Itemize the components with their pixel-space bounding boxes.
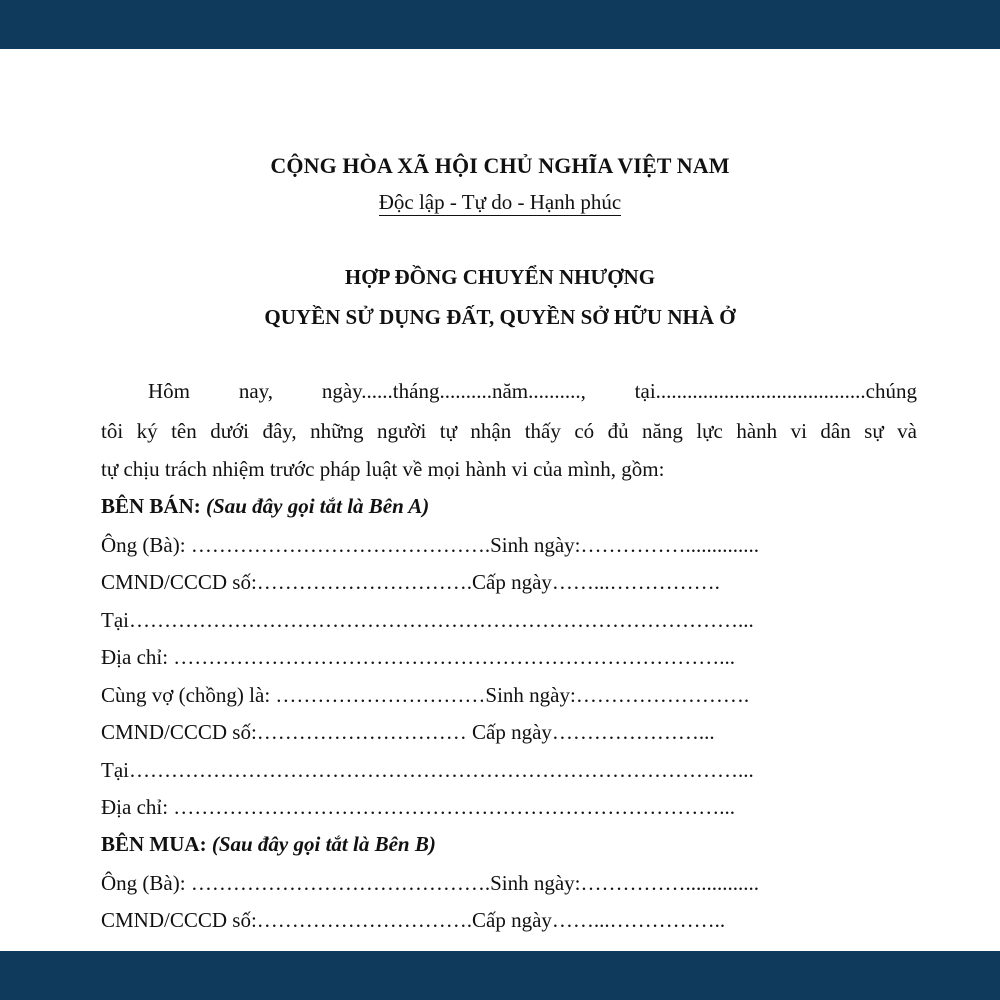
seller-spouse-issued-at-row: Tại……………………………………………………………………………... <box>101 758 754 782</box>
seller-spouse-id-row: CMND/CCCD số:………………………… Cấp ngày…………………... <box>101 720 715 744</box>
buyer-section-heading <box>101 834 436 855</box>
national-motto: Độc lập - Tự do - Hạnh phúc <box>378 190 622 214</box>
seller-section-heading <box>101 496 429 517</box>
national-title: CỘNG HÒA XÃ HỘI CHỦ NGHĨA VIỆT NAM <box>270 153 730 178</box>
contract-title-line-2: QUYỀN SỬ DỤNG ĐẤT, QUYỀN SỞ HỮU NHÀ Ở <box>264 305 736 329</box>
seller-name-row: Ông (Bà): …………………………………….Sinh ngày:…………….............. <box>101 533 759 557</box>
seller-heading-note: (Sau đây gọi tắt là Bên A) <box>206 494 430 518</box>
top-banner <box>0 0 1000 49</box>
national-motto-wrapper <box>0 192 1000 216</box>
intro-line-3: tự chịu trách nhiệm trước pháp luật về mọi hành vi của mình, gồm: <box>101 457 665 481</box>
seller-heading-label: BÊN BÁN: <box>101 494 201 518</box>
buyer-heading-note: (Sau đây gọi tắt là Bên B) <box>211 832 436 856</box>
buyer-heading-label: BÊN MUA: <box>101 832 207 856</box>
seller-issued-at-row: Tại……………………………………………………………………………... <box>101 608 754 632</box>
intro-line-1: Hôm nay, ngày......tháng..........năm.........., tại........................................chúng <box>148 379 917 403</box>
seller-spouse-address-row: Địa chỉ: ……………………………………………………………………... <box>101 795 736 819</box>
seller-address-row: Địa chỉ: ……………………………………………………………………... <box>101 645 736 669</box>
document-page <box>0 49 1000 951</box>
contract-title-line-1: HỢP ĐỒNG CHUYỂN NHƯỢNG <box>344 265 656 289</box>
intro-line-2: tôi ký tên dưới đây, những người tự nhận thấy có đủ năng lực hành vi dân sự và <box>101 419 917 443</box>
buyer-id-row: CMND/CCCD số:………………………….Cấp ngày……...…………….. <box>101 908 726 932</box>
seller-id-row: CMND/CCCD số:………………………….Cấp ngày……...……………. <box>101 570 720 594</box>
seller-spouse-row: Cùng vợ (chồng) là: …………………………Sinh ngày:……………………. <box>101 683 750 707</box>
bottom-banner <box>0 951 1000 1000</box>
buyer-name-row: Ông (Bà): …………………………………….Sinh ngày:…………….............. <box>101 871 759 895</box>
